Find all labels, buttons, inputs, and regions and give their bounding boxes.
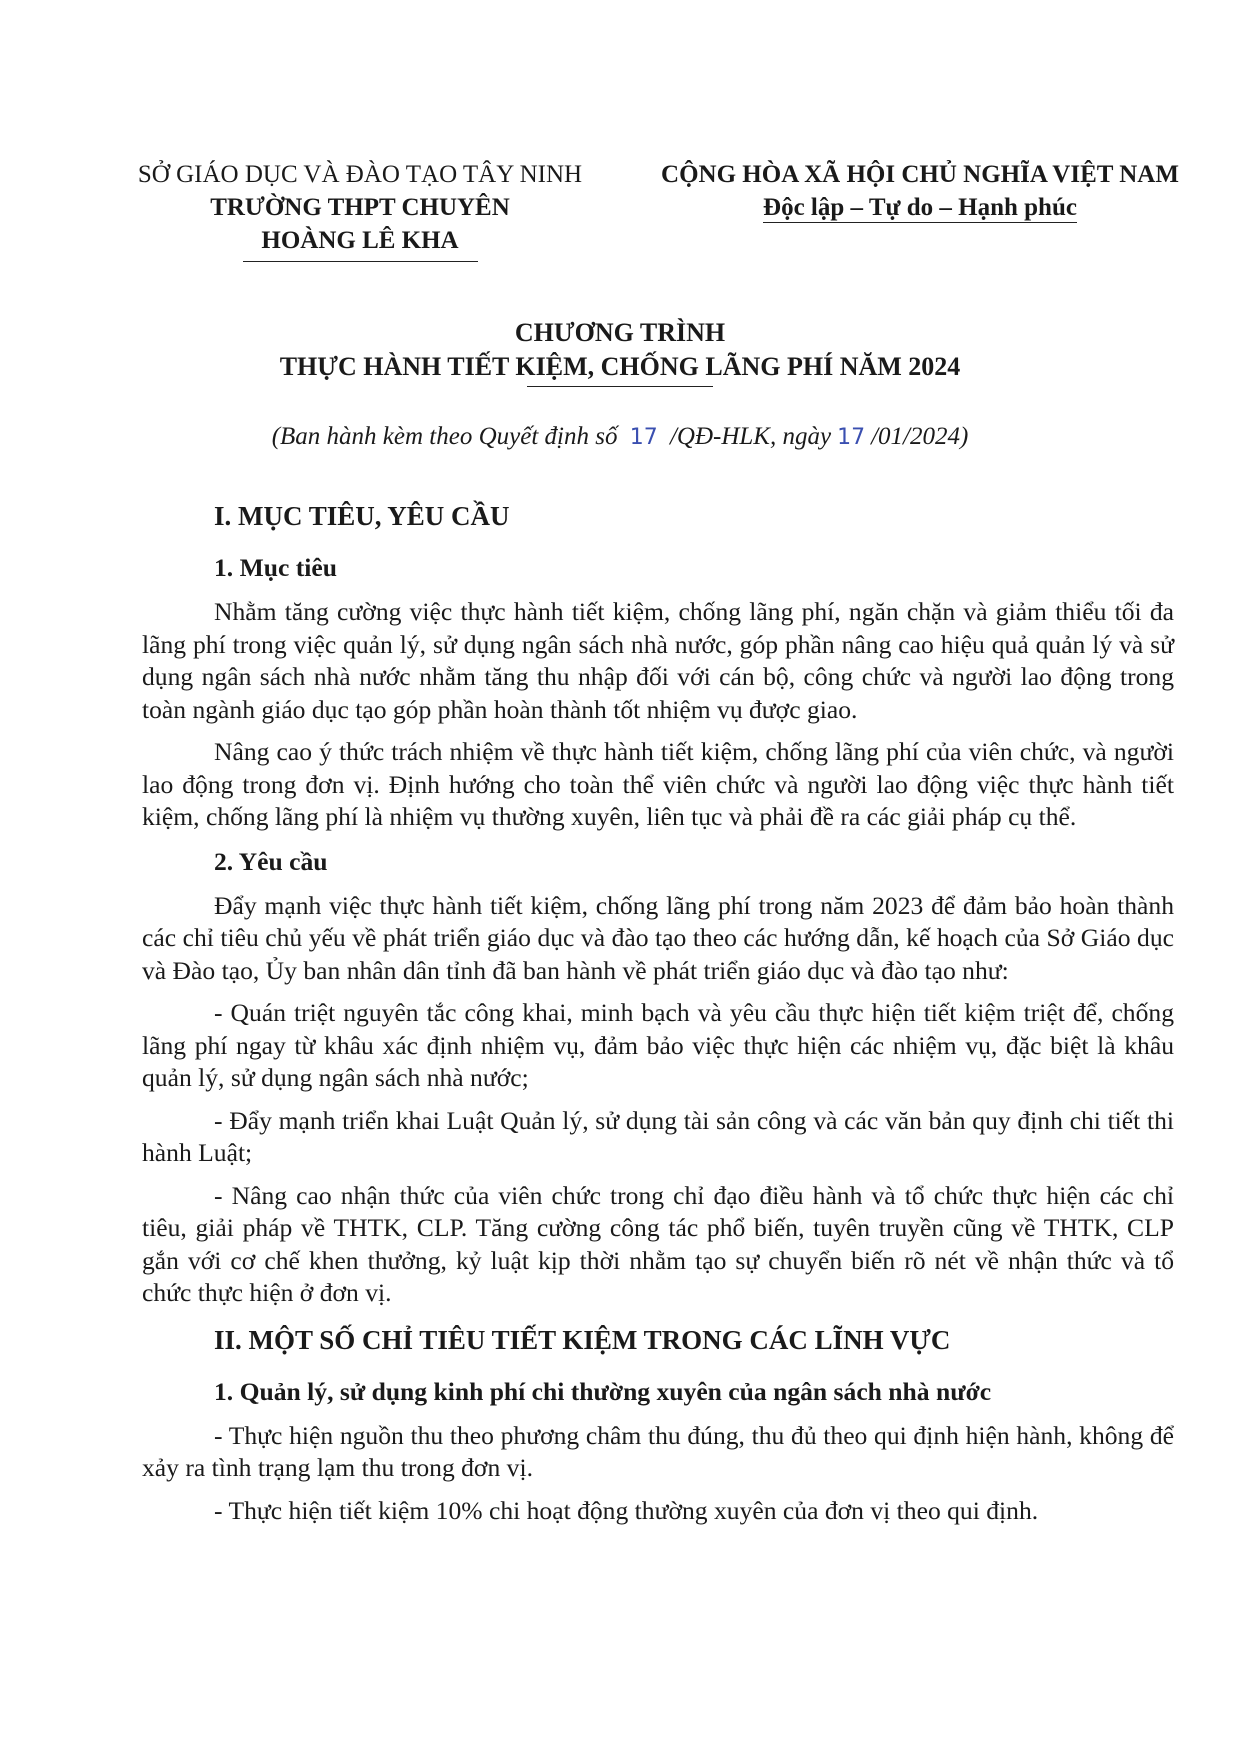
agency-department: SỞ GIÁO DỤC VÀ ĐÀO TẠO TÂY NINH: [137, 161, 583, 188]
paragraph: Nâng cao ý thức trách nhiệm về thực hành tiết kiệm, chống lãng phí của viên chức, và người lao động trong đơn vị. Định hướng cho toàn thể viên chức và người lao động việc thực hành tiết kiệm, chống lãng phí là nhiệm vụ thường xuyên, liên tục và phải đề ra các giải pháp cụ thể.: [142, 737, 1174, 831]
handwritten-day: 17: [837, 425, 866, 450]
issuing-agency-block: [105, 158, 615, 262]
agency-school-line2: HOÀNG LÊ KHA: [261, 227, 459, 254]
subtitle-middle: /QĐ-HLK, ngày: [669, 423, 832, 450]
national-name: CỘNG HÒA XÃ HỘI CHỦ NGHĨA VIỆT NAM: [661, 161, 1179, 188]
title-line1: CHƯƠNG TRÌNH: [514, 318, 726, 347]
bullet-item: - Thực hiện nguồn thu theo phương châm thu đúng, thu đủ theo qui định hiện hành, không để xảy ra tình trạng lạm thu trong đơn vị.: [142, 1420, 1174, 1482]
section-2-heading: II. MỘT SỐ CHỈ TIÊU TIẾT KIỆM TRONG CÁC LĨNH VỰC: [214, 1324, 951, 1355]
agency-underline: [243, 261, 478, 262]
bullet-item: - Nâng cao nhận thức của viên chức trong chỉ đạo điều hành và tổ chức thực hiện các chỉ tiêu, giải pháp về THTK, CLP. Tăng cường công tác phổ biến, tuyên truyền cũng về THTK, CLP gắn với cơ chế khen thưởng, kỷ luật kịp thời nhằm tạo sự chuyển biến rõ nét về nhận thức và tổ chức thực hiện ở đơn vị.: [142, 1180, 1174, 1307]
agency-school-line1: TRƯỜNG THPT CHUYÊN: [210, 194, 510, 221]
bullet-item: - Quán triệt nguyên tắc công khai, minh bạch và yêu cầu thực hiện tiết kiệm triệt để, chống lãng phí ngay từ khâu xác định nhiệm vụ, đảm bảo việc thực hiện các nhiệm vụ, đặc biệt là khâu quản lý, sử dụng ngân sách nhà nước;: [142, 998, 1174, 1092]
subtitle-suffix: /01/2024): [871, 423, 969, 450]
subtitle-prefix: (Ban hành kèm theo Quyết định số: [271, 423, 618, 450]
national-motto: Độc lập – Tự do – Hạnh phúc: [763, 194, 1077, 221]
title-underline: [527, 386, 713, 387]
bullet-item: - Thực hiện tiết kiệm 10% chi hoạt động thường xuyên của đơn vị theo qui định.: [214, 1495, 1039, 1525]
section-2-1-heading: 1. Quản lý, sử dụng kinh phí chi thường xuyên của ngân sách nhà nước: [214, 1376, 992, 1406]
national-heading-block: [630, 158, 1210, 224]
section-1-2-heading: 2. Yêu cầu: [214, 846, 328, 876]
document-title: [120, 316, 1120, 387]
document-subtitle: [120, 420, 1120, 455]
handwritten-decision-number: 17: [629, 425, 658, 450]
section-1-heading: I. MỤC TIÊU, YÊU CẦU: [214, 501, 510, 531]
paragraph: Đẩy mạnh việc thực hành tiết kiệm, chống lãng phí trong năm 2023 để đảm bảo hoàn thành các chỉ tiêu chủ yếu về phát triển giáo dục và đào tạo theo các hướng dẫn, kế hoạch của Sở Giáo dục và Đào tạo, Ủy ban nhân dân tỉnh đã ban hành về phát triển giáo dục và đào tạo như:: [142, 890, 1174, 985]
paragraph: Nhằm tăng cường việc thực hành tiết kiệm, chống lãng phí, ngăn chặn và giảm thiểu tối đa lãng phí trong việc quản lý, sử dụng ngân sách nhà nước, góp phần nâng cao hiệu quả quản lý và sử dụng ngân sách nhà nước nhằm tăng thu nhập đối với cán bộ, công chức và người lao động trong toàn ngành giáo dục tạo góp phần hoàn thành tốt nhiệm vụ được giao.: [142, 597, 1174, 724]
section-1-1-heading: 1. Mục tiêu: [214, 553, 337, 582]
title-line2: THỰC HÀNH TIẾT KIỆM, CHỐNG LÃNG PHÍ NĂM 2024: [279, 352, 961, 381]
bullet-item: - Đẩy mạnh triển khai Luật Quản lý, sử dụng tài sản công và các văn bản quy định chi tiết thi hành Luật;: [142, 1105, 1174, 1167]
document-body: [142, 496, 1174, 1537]
